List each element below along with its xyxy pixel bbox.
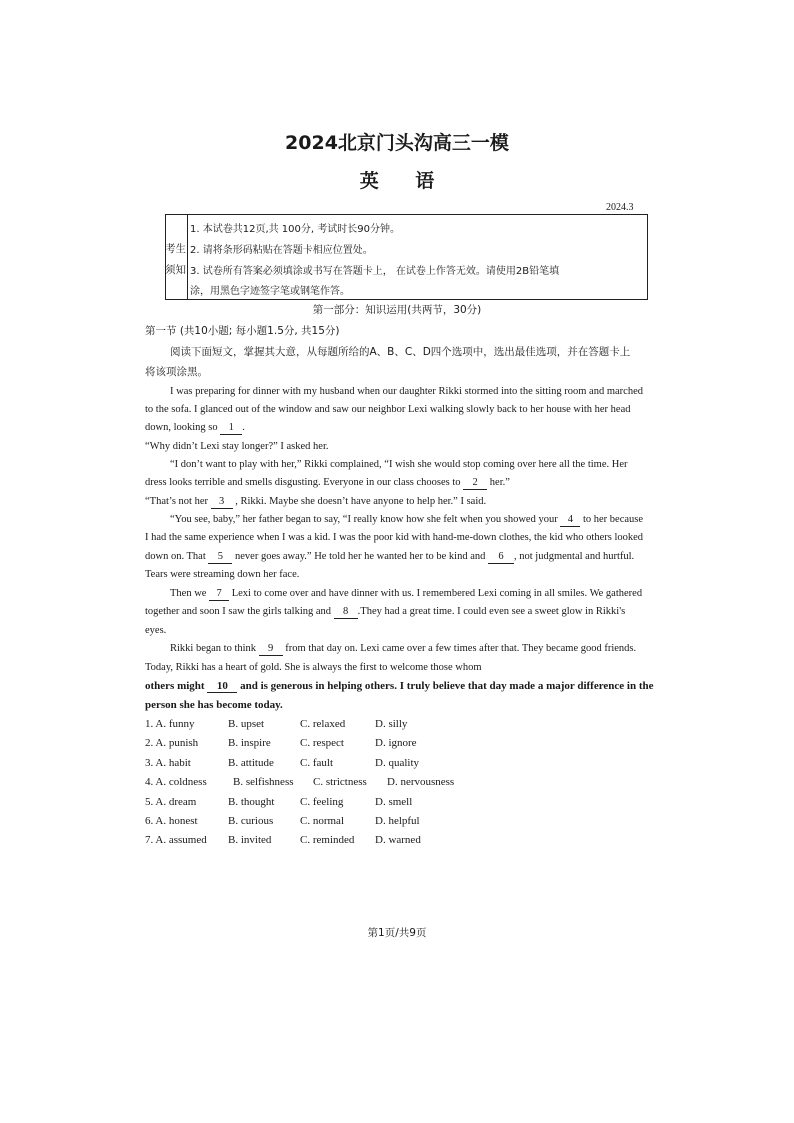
notice-line-1: 1. 本试卷共12页,共 100分, 考试时长90分钟。 [190,224,400,235]
passage-line: others might 10 and is generous in helping others. I truly believe that day made a major difference in the [145,680,654,692]
option-d: D. silly [375,718,408,730]
passage-line: dress looks terrible and smells disgusting. Everyone in our class chooses to 2 her.” [145,477,510,488]
passage-line: Rikki began to think 9 from that day on. Lexi came over a few times after that. They became good friends. [170,643,637,654]
notice-line-2: 2. 请将条形码粘贴在答题卡相应位置处。 [190,245,373,256]
option-c: C. respect [300,737,344,750]
option-a: 7. A. assumed [145,834,207,847]
notice-box [165,214,648,300]
notice-label-top: 考生 [165,243,186,255]
option-b: B. upset [228,718,265,730]
option-c: C. relaxed [300,718,346,730]
notice-label [166,215,188,299]
option-b: B. thought [228,795,275,808]
part-heading: 第一部分：知识运用(共两节，30分) [312,304,482,316]
option-a: 4. A. coldness [145,776,207,789]
passage-line: down on. That 5 never goes away.” He told her he wanted her to be kind and 6 , not judgmental and hurtful. [145,551,635,562]
blank-5: 5 [208,552,232,564]
option-d: D. nervousness [387,776,455,789]
passage-line: Then we 7 Lexi to come over and have dinner with us. I remembered Lexi coming in all smiles. We gathered [170,588,643,599]
notice-line-4: 涂，用黑色字迹签字笔或钢笔作答。 [190,286,350,297]
passage-line: eyes. [145,625,167,636]
blank-10: 10 [207,681,237,693]
blank-2: 2 [463,478,487,490]
option-c: C. strictness [313,776,367,789]
blank-7: 7 [209,589,229,601]
instruction-line-2: 将该项涂黑。 [145,366,208,378]
passage-line: “Why didn’t Lexi stay longer?” I asked her. [145,441,329,452]
passage-line: “You see, baby,” her father began to say, “I really know how she felt when you showed your 4 to her because [170,514,644,525]
option-b: B. invited [228,834,272,847]
option-a: 2. A. punish [145,737,199,750]
option-c: C. reminded [300,834,355,847]
notice-label-bottom: 须知 [165,264,186,276]
option-b: B. inspire [228,737,271,750]
option-b: B. attitude [228,756,274,769]
option-a: 5. A. dream [145,795,197,808]
passage-line: Today, Rikki has a heart of gold. She is always the first to welcome those whom [145,662,482,673]
passage-line: I had the same experience when I was a kid. I was the poor kid with hand-me-down clothes, the kid who others looked [145,532,644,543]
option-d: D. quality [375,756,419,769]
passage-line: person she has become today. [145,699,283,711]
option-d: D. ignore [375,737,417,750]
option-a: 3. A. habit [145,756,191,769]
option-c: C. normal [300,815,344,827]
passage-line: “I don’t want to play with her,” Rikki complained, “I wish she would stop coming over here all the time. Her [170,459,628,470]
blank-8: 8 [334,607,358,619]
option-d: D. smell [375,795,413,808]
option-b: B. curious [228,815,274,827]
page-number: 第1页/共9页 [367,927,427,939]
passage-line: I was preparing for dinner with my husband when our daughter Rikki stormed into the sitting room and marched [170,386,643,397]
subject-title: 英 语 [359,170,435,192]
option-a: 1. A. funny [145,718,195,730]
passage-line: to the sofa. I glanced out of the window and saw our neighbor Lexi walking slowly back to her house with her head [145,404,631,415]
option-d: D. helpful [375,815,420,827]
blank-1: 1 [220,423,242,435]
option-b: B. selfishness [233,776,294,789]
blank-3: 3 [211,497,233,509]
option-c: C. fault [300,756,333,769]
option-d: D. warned [375,834,421,847]
section-heading: 第一节 (共10小题; 每小题1.5分, 共15分) [145,325,340,337]
notice-line-3: 3. 试卷所有答案必须填涂或书写在答题卡上， 在试卷上作答无效。请使用2B铅笔填 [190,266,560,277]
option-a: 6. A. honest [145,815,198,827]
passage-line: down, looking so 1 . [145,422,245,433]
blank-4: 4 [560,515,580,527]
instruction-line-1: 阅读下面短文，掌握其大意，从每题所给的A、B、C、D四个选项中，选出最佳选项，并在答题卡上 [170,346,631,358]
exam-date: 2024.3 [606,202,634,213]
passage-line: “That’s not her 3 , Rikki. Maybe she doesn’t have anyone to help her.” I said. [145,496,487,507]
passage-line: Tears were streaming down her face. [145,569,300,580]
blank-6: 6 [488,552,514,564]
option-c: C. feeling [300,795,344,808]
exam-title: 2024北京门头沟高三一模 [285,132,509,154]
blank-9: 9 [259,644,283,656]
passage-line: together and soon I saw the girls talking and 8 .They had a great time. I could even see a sweet glow in Rikki's [145,606,626,617]
